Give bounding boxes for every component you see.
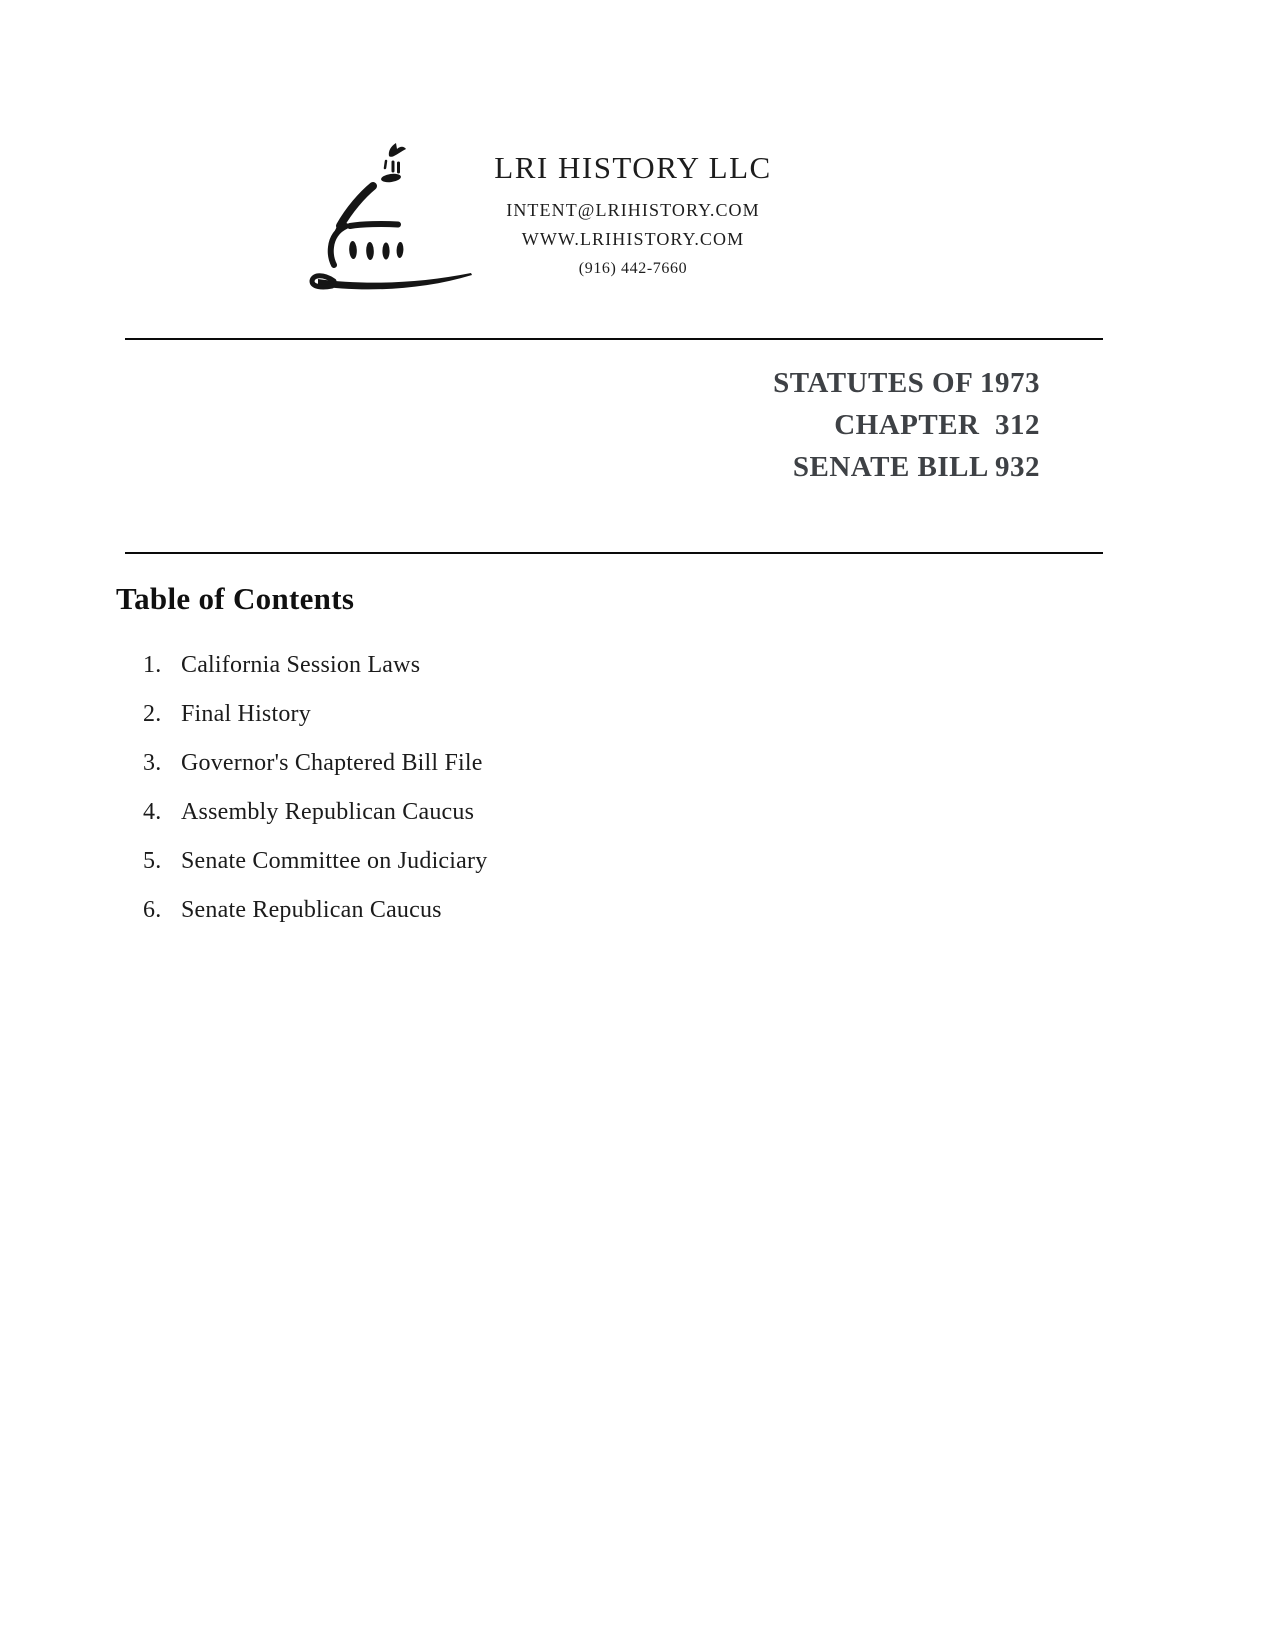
statutes-year-line: STATUTES OF 1973 [773, 367, 1040, 399]
org-phone: (916) 442-7660 [578, 260, 688, 277]
org-contact-block [455, 150, 811, 278]
toc-item [143, 895, 487, 925]
statute-reference-block [773, 362, 1040, 488]
toc-item-label: Senate Republican Caucus [181, 897, 442, 923]
toc-item-label: Assembly Republican Caucus [181, 799, 475, 825]
org-name: LRI HISTORY LLC [494, 150, 772, 185]
toc-item [143, 748, 487, 778]
chapter-number-line: CHAPTER 312 [834, 409, 1040, 441]
toc-item [143, 797, 487, 827]
toc-list [143, 650, 487, 944]
toc-item-label: Governor's Chaptered Bill File [181, 750, 483, 776]
toc-item [143, 846, 487, 876]
toc-item-number: 4. [143, 799, 162, 825]
toc-item-number: 3. [143, 750, 162, 776]
toc-item-label: Senate Committee on Judiciary [181, 848, 488, 874]
org-website: WWW.LRIHISTORY.COM [521, 229, 745, 249]
toc-item-label: California Session Laws [181, 652, 421, 678]
toc-item-number: 1. [143, 652, 162, 678]
toc-item [143, 699, 487, 729]
toc-title: Table of Contents [116, 581, 355, 616]
divider-bottom [125, 552, 1103, 554]
toc-item-number: 6. [143, 897, 162, 923]
org-email: INTENT@LRIHISTORY.COM [506, 200, 760, 220]
divider-top [125, 338, 1103, 340]
toc-item-label: Final History [181, 701, 311, 727]
senate-bill-line: SENATE BILL 932 [792, 451, 1040, 483]
toc-item [143, 650, 487, 680]
toc-item-number: 2. [143, 701, 162, 727]
capitol-dome-logo-icon [292, 124, 477, 296]
toc-item-number: 5. [143, 848, 162, 874]
